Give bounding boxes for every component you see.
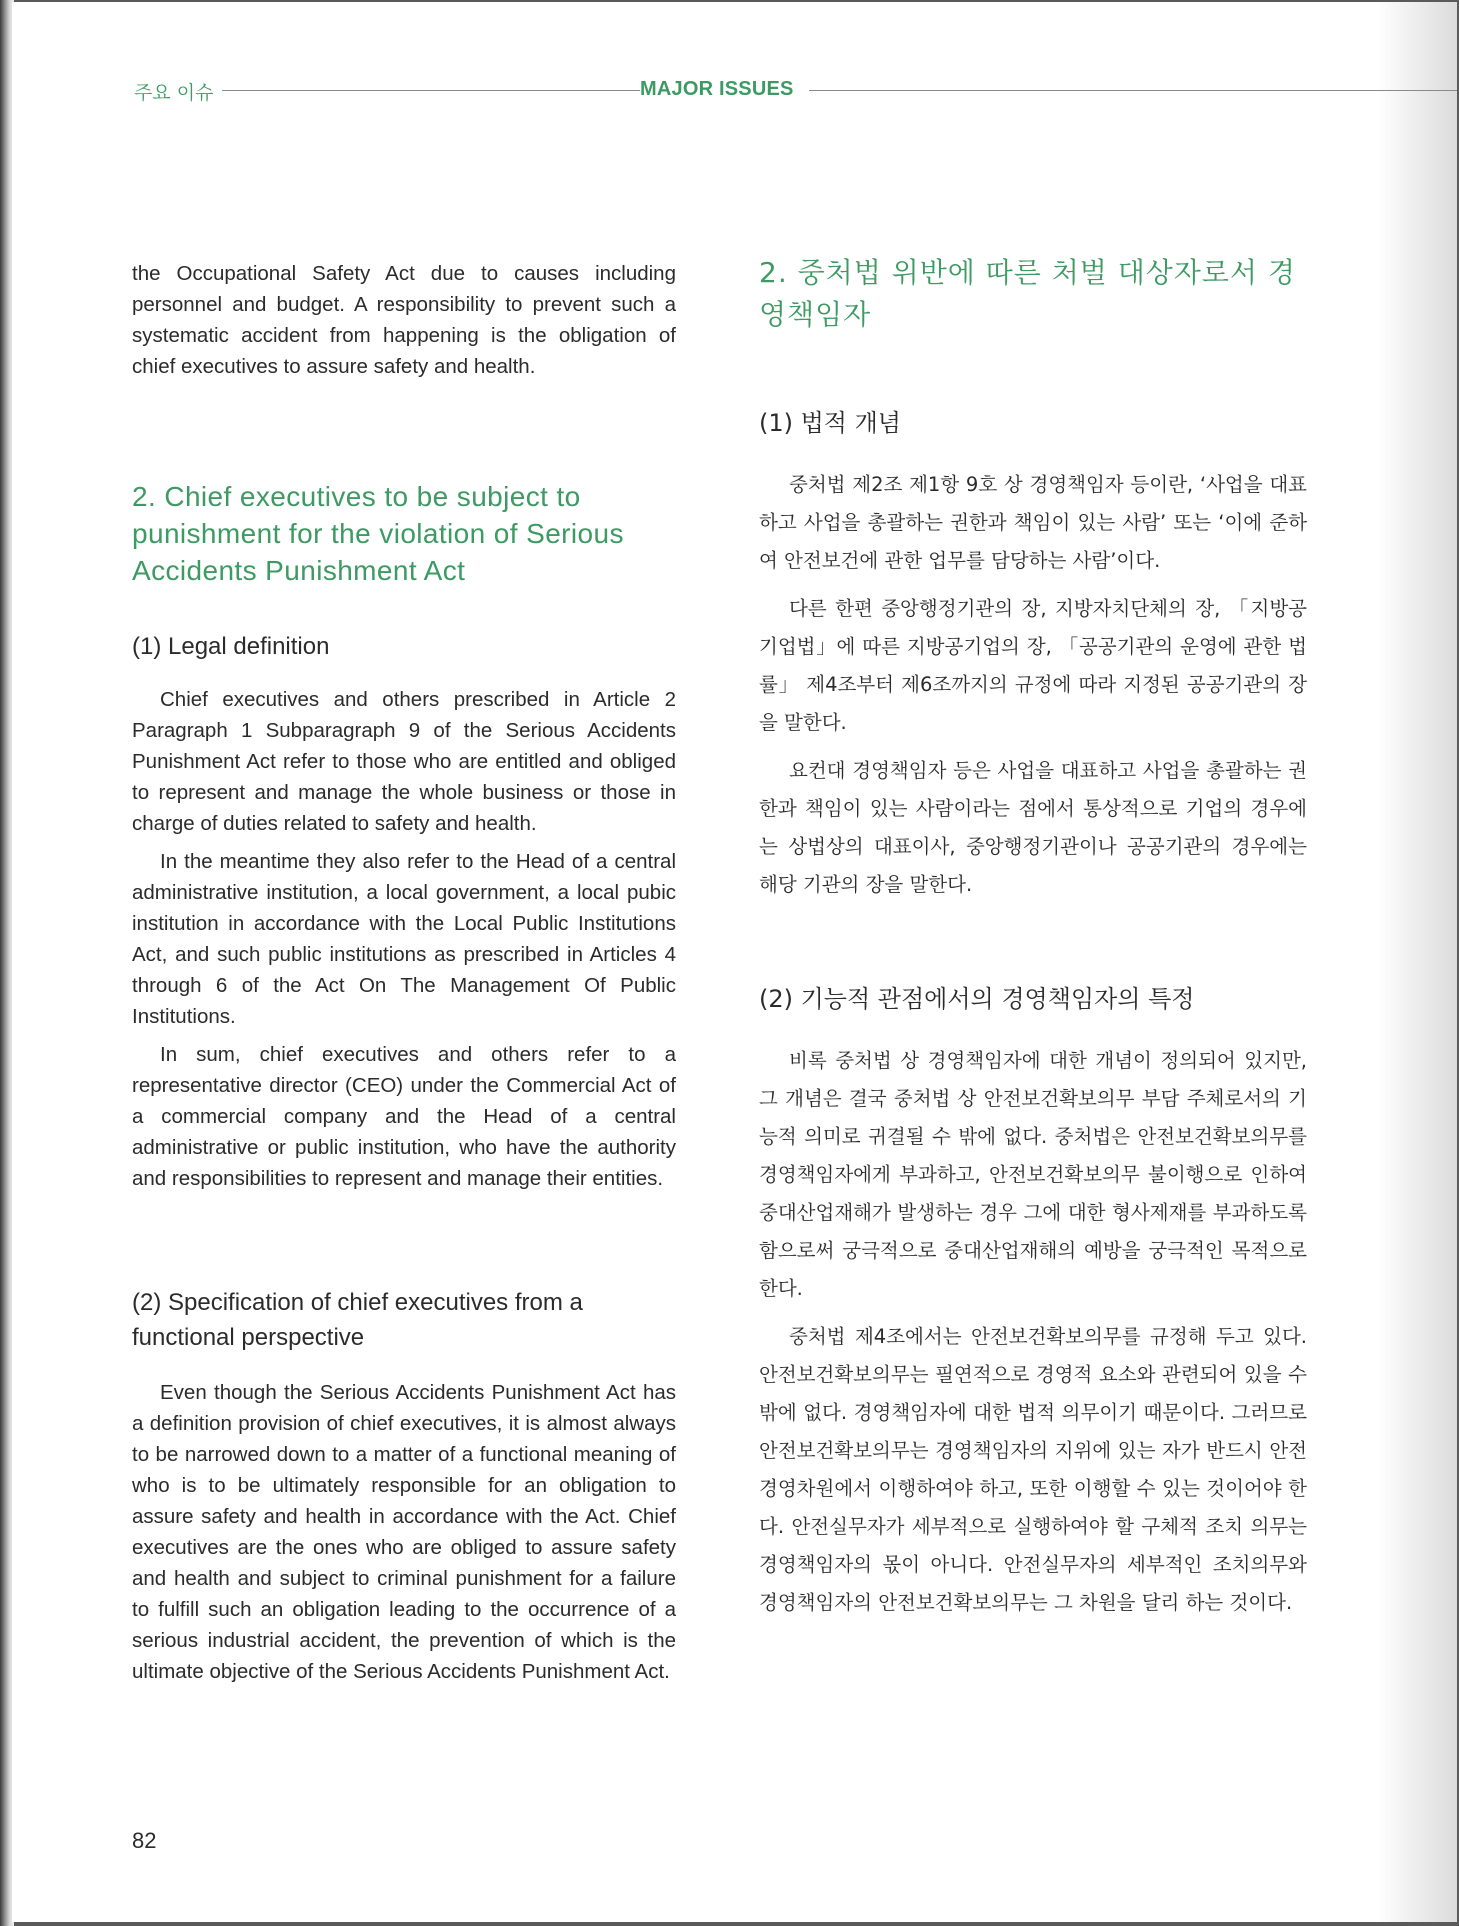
subheading-legal-definition: (1) Legal definition xyxy=(132,633,330,660)
legal-concept-paragraph-1: 중처법 제2조 제1항 9호 상 경영책임자 등이란, ‘사업을 대표하고 사업을 총괄하는 권한과 책임이 있는 사람’ 또는 ‘이에 준하여 안전보건에 관한 업무를 담당하는 사람’이다. xyxy=(759,473,1307,572)
legal-definition-paragraph-3: In sum, chief executives and others refer to a representative director (CEO) under the Commercial Act of a commercial company and the Head of a central administrative or public institution, who have the authority and responsibilities to represent and manage their entities. xyxy=(132,1043,676,1190)
functional-kr-paragraph-1: 비록 중처법 상 경영책임자에 대한 개념이 정의되어 있지만, 그 개념은 결국 중처법 상 안전보건확보의무 부담 주체로서의 기능적 의미로 귀결될 수 밖에 없다. 중처법은 안전보건확보의무를 경영책임자에게 부과하고, 안전보건확보의무 불이행으로 인하여 중대산업재해가 발생하는 경우 그에 대한 형사제재를 부과하도록 함으로써 궁극적으로 중대산업재해의 예방을 궁극적인 목적으로 한다. xyxy=(759,1049,1307,1300)
running-header xyxy=(12,72,1457,102)
left-section-heading-block xyxy=(132,478,676,589)
header-section-kr: 주요 이슈 xyxy=(134,82,214,104)
legal-concept-paragraph-2: 다른 한편 중앙행정기관의 장, 지방자치단체의 장, 「지방공기업법」에 따른 지방공기업의 장, 「공공기관의 운영에 관한 법률」 제4조부터 제6조까지의 규정에 따라 지정된 공공기관의 장을 말한다. xyxy=(759,597,1307,734)
legal-concept-paragraph-3: 요컨대 경영책임자 등은 사업을 대표하고 사업을 총괄하는 권한과 책임이 있는 사람이라는 점에서 통상적으로 기업의 경우에는 상법상의 대표이사, 중앙행정기관이나 공공기관의 경우에는 해당 기관의 장을 말한다. xyxy=(759,759,1307,896)
section-heading-kr: 2. 중처법 위반에 따른 처벌 대상자로서 경영책임자 xyxy=(759,256,1296,331)
left-intro-block xyxy=(132,258,676,382)
functional-perspective-paragraph: Even though the Serious Accidents Punishment Act has a definition provision of chief executives, it is almost always to be narrowed down to a matter of a functional meaning of who is to be ultimately responsible for an obligation to assure safety and health in accordance with the Act. Chief executives are the ones who are obliged to assure safety and health and subject to criminal punishment for a failure to fulfill such an obligation leading to the occurrence of a serious industrial accident, the prevention of which is the ultimate objective of the Serious Accidents Punishment Act. xyxy=(132,1381,676,1683)
right-subsection-2 xyxy=(759,982,1307,1622)
page-curl-shadow xyxy=(1377,2,1457,1922)
left-subsection-1 xyxy=(132,629,676,1194)
right-section-heading-block xyxy=(759,252,1307,336)
subheading-functional-perspective: (2) Specification of chief executives from a functional perspective xyxy=(132,1289,583,1351)
functional-kr-paragraph-2: 중처법 제4조에서는 안전보건확보의무를 규정해 두고 있다. 안전보건확보의무는 필연적으로 경영적 요소와 관련되어 있을 수 밖에 없다. 경영책임자에 대한 법적 의무이기 때문이다. 그러므로 안전보건확보의무는 경영책임자의 지위에 있는 자가 반드시 안전경영차원에서 이행하여야 하고, 또한 이행할 수 있는 것이어야 한다. 안전실무자가 세부적으로 실행하여야 할 구체적 조치 의무는 경영책임자의 몫이 아니다. 안전실무자의 세부적인 조치의무와 경영책임자의 안전보건확보의무는 그 차원을 달리 하는 것이다. xyxy=(759,1325,1307,1614)
legal-definition-paragraph-2: In the meantime they also refer to the Head of a central administrative institution, a local government, a local pubic institution in accordance with the Local Public Institutions Act, and such public institutions as prescribed in Articles 4 through 6 of the Act On The Management Of Public Institutions. xyxy=(132,850,676,1028)
subheading-kr-legal-concept: (1) 법적 개념 xyxy=(759,409,901,437)
intro-paragraph: the Occupational Safety Act due to causes including personnel and budget. A responsibility to prevent such a systematic accident from happening is the obligation of chief executives to assure safety and health. xyxy=(132,262,676,378)
left-subsection-2 xyxy=(132,1285,676,1687)
header-rule-right xyxy=(809,90,1457,91)
header-section-en: MAJOR ISSUES xyxy=(640,78,794,100)
header-rule-left xyxy=(222,90,640,91)
right-subsection-1 xyxy=(759,406,1307,904)
page-number: 82 xyxy=(132,1828,157,1853)
document-page xyxy=(12,2,1457,1922)
legal-definition-paragraph-1: Chief executives and others prescribed in Article 2 Paragraph 1 Subparagraph 9 of the Serious Accidents Punishment Act refer to those who are entitled and obliged to represent and manage the whole business or those in charge of duties related to safety and health. xyxy=(132,688,676,835)
section-heading-en: 2. Chief executives to be subject to punishment for the violation of Serious Accidents Punishment Act xyxy=(132,481,624,586)
subheading-kr-functional-perspective: (2) 기능적 관점에서의 경영책임자의 특정 xyxy=(759,985,1195,1013)
